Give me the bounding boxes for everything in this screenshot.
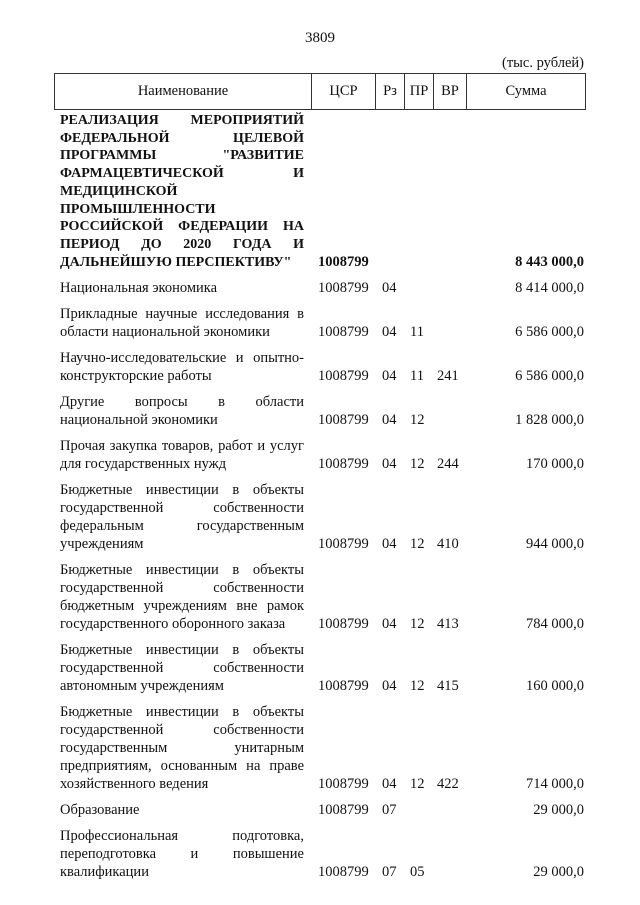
row-sum: 784 000,0 <box>526 616 584 633</box>
row-rz: 04 <box>382 368 397 385</box>
table-row <box>60 561 586 633</box>
row-name: Бюджетные инвестиции в объекты государственной собственности федеральным государственным учреждениям <box>60 482 304 553</box>
row-sum: 1 828 000,0 <box>515 412 584 429</box>
row-vr: 244 <box>437 456 459 473</box>
table-body <box>60 112 586 889</box>
row-csr: 1008799 <box>318 678 369 695</box>
row-name: Профессиональная подготовка, переподготовка и повышение квалификации <box>60 828 304 881</box>
row-csr: 1008799 <box>318 368 369 385</box>
units-label: (тыс. рублей) <box>502 55 584 71</box>
table-row <box>60 112 586 271</box>
table-row <box>60 349 586 385</box>
row-rz: 04 <box>382 280 397 297</box>
header-csr: ЦСР <box>312 74 376 109</box>
row-name: Прикладные научные исследования в области национальной экономики <box>60 306 304 341</box>
row-name: Бюджетные инвестиции в объекты государственной собственности государственным унитарным предприятиям, основанным на праве хозяйственного ведения <box>60 704 304 793</box>
header-rz: Рз <box>376 74 405 109</box>
row-vr: 241 <box>437 368 459 385</box>
row-csr: 1008799 <box>318 412 369 429</box>
row-csr: 1008799 <box>318 616 369 633</box>
header-sum: Сумма <box>505 83 547 99</box>
row-sum: 8 414 000,0 <box>515 280 584 297</box>
row-vr: 422 <box>437 776 459 793</box>
row-sum: 160 000,0 <box>526 678 584 695</box>
row-sum: 29 000,0 <box>533 802 584 819</box>
row-csr: 1008799 <box>318 280 369 297</box>
table-row <box>60 279 586 297</box>
row-csr: 1008799 <box>318 864 369 881</box>
row-name: Национальная экономика <box>60 280 218 297</box>
row-sum: 944 000,0 <box>526 536 584 553</box>
row-pr: 12 <box>410 616 425 633</box>
row-name: Прочая закупка товаров, работ и услуг для государственных нужд <box>60 438 304 473</box>
table-row <box>60 703 586 793</box>
table-row <box>60 437 586 473</box>
row-csr: 1008799 <box>318 456 369 473</box>
row-pr: 11 <box>410 324 424 341</box>
row-pr: 05 <box>410 864 425 881</box>
row-csr: 1008799 <box>318 802 369 819</box>
row-pr: 12 <box>410 678 425 695</box>
row-name: Бюджетные инвестиции в объекты государственной собственности автономным учреждениям <box>60 642 304 695</box>
row-sum: 6 586 000,0 <box>515 368 584 385</box>
row-pr: 11 <box>410 368 424 385</box>
table-row <box>60 481 586 553</box>
row-sum: 170 000,0 <box>526 456 584 473</box>
row-name: Научно-исследовательские и опытно-конструкторские работы <box>60 350 304 385</box>
table-row <box>60 305 586 341</box>
row-rz: 07 <box>382 802 397 819</box>
header-pr: ПР <box>405 74 434 109</box>
row-vr: 415 <box>437 678 459 695</box>
row-pr: 12 <box>410 412 425 429</box>
row-rz: 04 <box>382 536 397 553</box>
page-number: 3809 <box>305 30 335 46</box>
table-row <box>60 827 586 881</box>
table-row <box>60 801 586 819</box>
row-pr: 12 <box>410 776 425 793</box>
table-row <box>60 641 586 695</box>
row-rz: 04 <box>382 456 397 473</box>
header-name: Наименование <box>55 74 312 109</box>
table-header <box>54 73 586 110</box>
row-rz: 04 <box>382 324 397 341</box>
row-csr: 1008799 <box>318 254 369 271</box>
row-sum: 29 000,0 <box>533 864 584 881</box>
row-name: Бюджетные инвестиции в объекты государственной собственности бюджетным учреждениям вне рамок государственного оборонного заказа <box>60 562 304 633</box>
header-vr: ВР <box>434 74 467 109</box>
row-sum: 714 000,0 <box>526 776 584 793</box>
row-name: Другие вопросы в области национальной экономики <box>60 394 304 429</box>
row-csr: 1008799 <box>318 776 369 793</box>
row-pr: 12 <box>410 536 425 553</box>
row-rz: 04 <box>382 616 397 633</box>
row-csr: 1008799 <box>318 324 369 341</box>
row-sum: 6 586 000,0 <box>515 324 584 341</box>
row-rz: 04 <box>382 678 397 695</box>
row-rz: 04 <box>382 776 397 793</box>
table-row <box>60 393 586 429</box>
row-sum: 8 443 000,0 <box>515 254 584 271</box>
row-rz: 04 <box>382 412 397 429</box>
row-pr: 12 <box>410 456 425 473</box>
row-csr: 1008799 <box>318 536 369 553</box>
row-name: РЕАЛИЗАЦИЯ МЕРОПРИЯТИЙ ФЕДЕРАЛЬНОЙ ЦЕЛЕВОЙ ПРОГРАММЫ "РАЗВИТИЕ ФАРМАЦЕВТИЧЕСКОЙ И МЕДИЦИНСКОЙ ПРОМЫШЛЕННОСТИ РОССИЙСКОЙ ФЕДЕРАЦИИ НА ПЕРИОД ДО 2020 ГОДА И ДАЛЬНЕЙШУЮ ПЕРСПЕКТИВУ" <box>60 113 304 270</box>
row-vr: 410 <box>437 536 459 553</box>
row-rz: 07 <box>382 864 397 881</box>
row-vr: 413 <box>437 616 459 633</box>
row-name: Образование <box>60 802 140 819</box>
